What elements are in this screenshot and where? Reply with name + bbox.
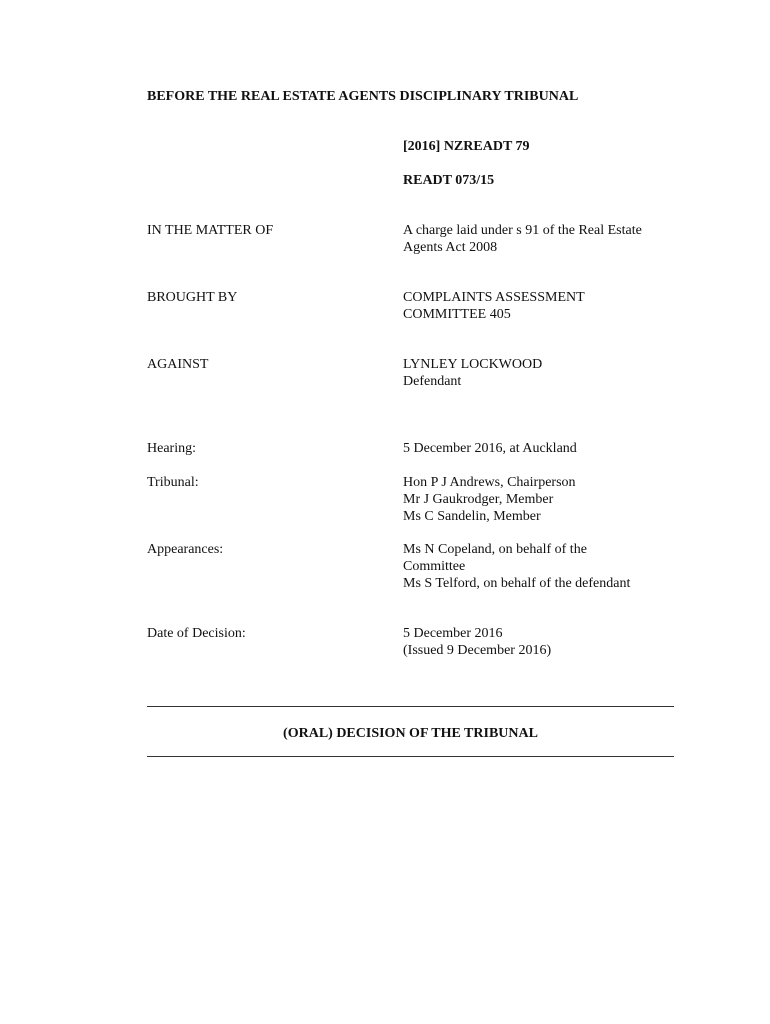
file-number: READT 073/15: [403, 173, 495, 188]
bottom-divider: [147, 756, 674, 757]
appearances-value: [403, 541, 630, 592]
matter-value: [403, 222, 642, 256]
appearances-label: Appearances:: [147, 542, 224, 557]
decision-date-label: Date of Decision:: [147, 626, 246, 641]
defendant-name: LYNLEY LOCKWOOD: [403, 357, 543, 372]
tribunal-heading: BEFORE THE REAL ESTATE AGENTS DISCIPLINARY TRIBUNAL: [147, 89, 579, 104]
brought-by-line: COMMITTEE 405: [403, 307, 511, 322]
hearing-line: 5 December 2016, at Auckland: [403, 441, 577, 456]
tribunal-member: Ms C Sandelin, Member: [403, 509, 541, 524]
against-value: [403, 356, 542, 390]
appearance-line: Ms S Telford, on behalf of the defendant: [403, 576, 631, 591]
tribunal-member: Hon P J Andrews, Chairperson: [403, 475, 576, 490]
brought-by-label: BROUGHT BY: [147, 290, 238, 305]
decision-date-value: [403, 625, 551, 659]
top-divider: [147, 706, 674, 707]
hearing-label: Hearing:: [147, 441, 196, 456]
decision-title: (ORAL) DECISION OF THE TRIBUNAL: [283, 726, 538, 741]
against-label: AGAINST: [147, 357, 209, 372]
neutral-citation: [2016] NZREADT 79: [403, 139, 530, 154]
appearance-line: Committee: [403, 559, 466, 574]
brought-by-line: COMPLAINTS ASSESSMENT: [403, 290, 585, 305]
brought-by-value: [403, 289, 585, 323]
tribunal-members: [403, 474, 576, 525]
hearing-value: [403, 440, 577, 457]
defendant-role: Defendant: [403, 374, 462, 389]
decision-date-line: 5 December 2016: [403, 626, 503, 641]
tribunal-member: Mr J Gaukrodger, Member: [403, 492, 554, 507]
decision-date-line: (Issued 9 December 2016): [403, 643, 552, 658]
matter-line: A charge laid under s 91 of the Real Estate: [403, 223, 642, 238]
appearance-line: Ms N Copeland, on behalf of the: [403, 542, 587, 557]
tribunal-label: Tribunal:: [147, 475, 199, 490]
matter-line: Agents Act 2008: [403, 240, 498, 255]
matter-label: IN THE MATTER OF: [147, 223, 274, 238]
